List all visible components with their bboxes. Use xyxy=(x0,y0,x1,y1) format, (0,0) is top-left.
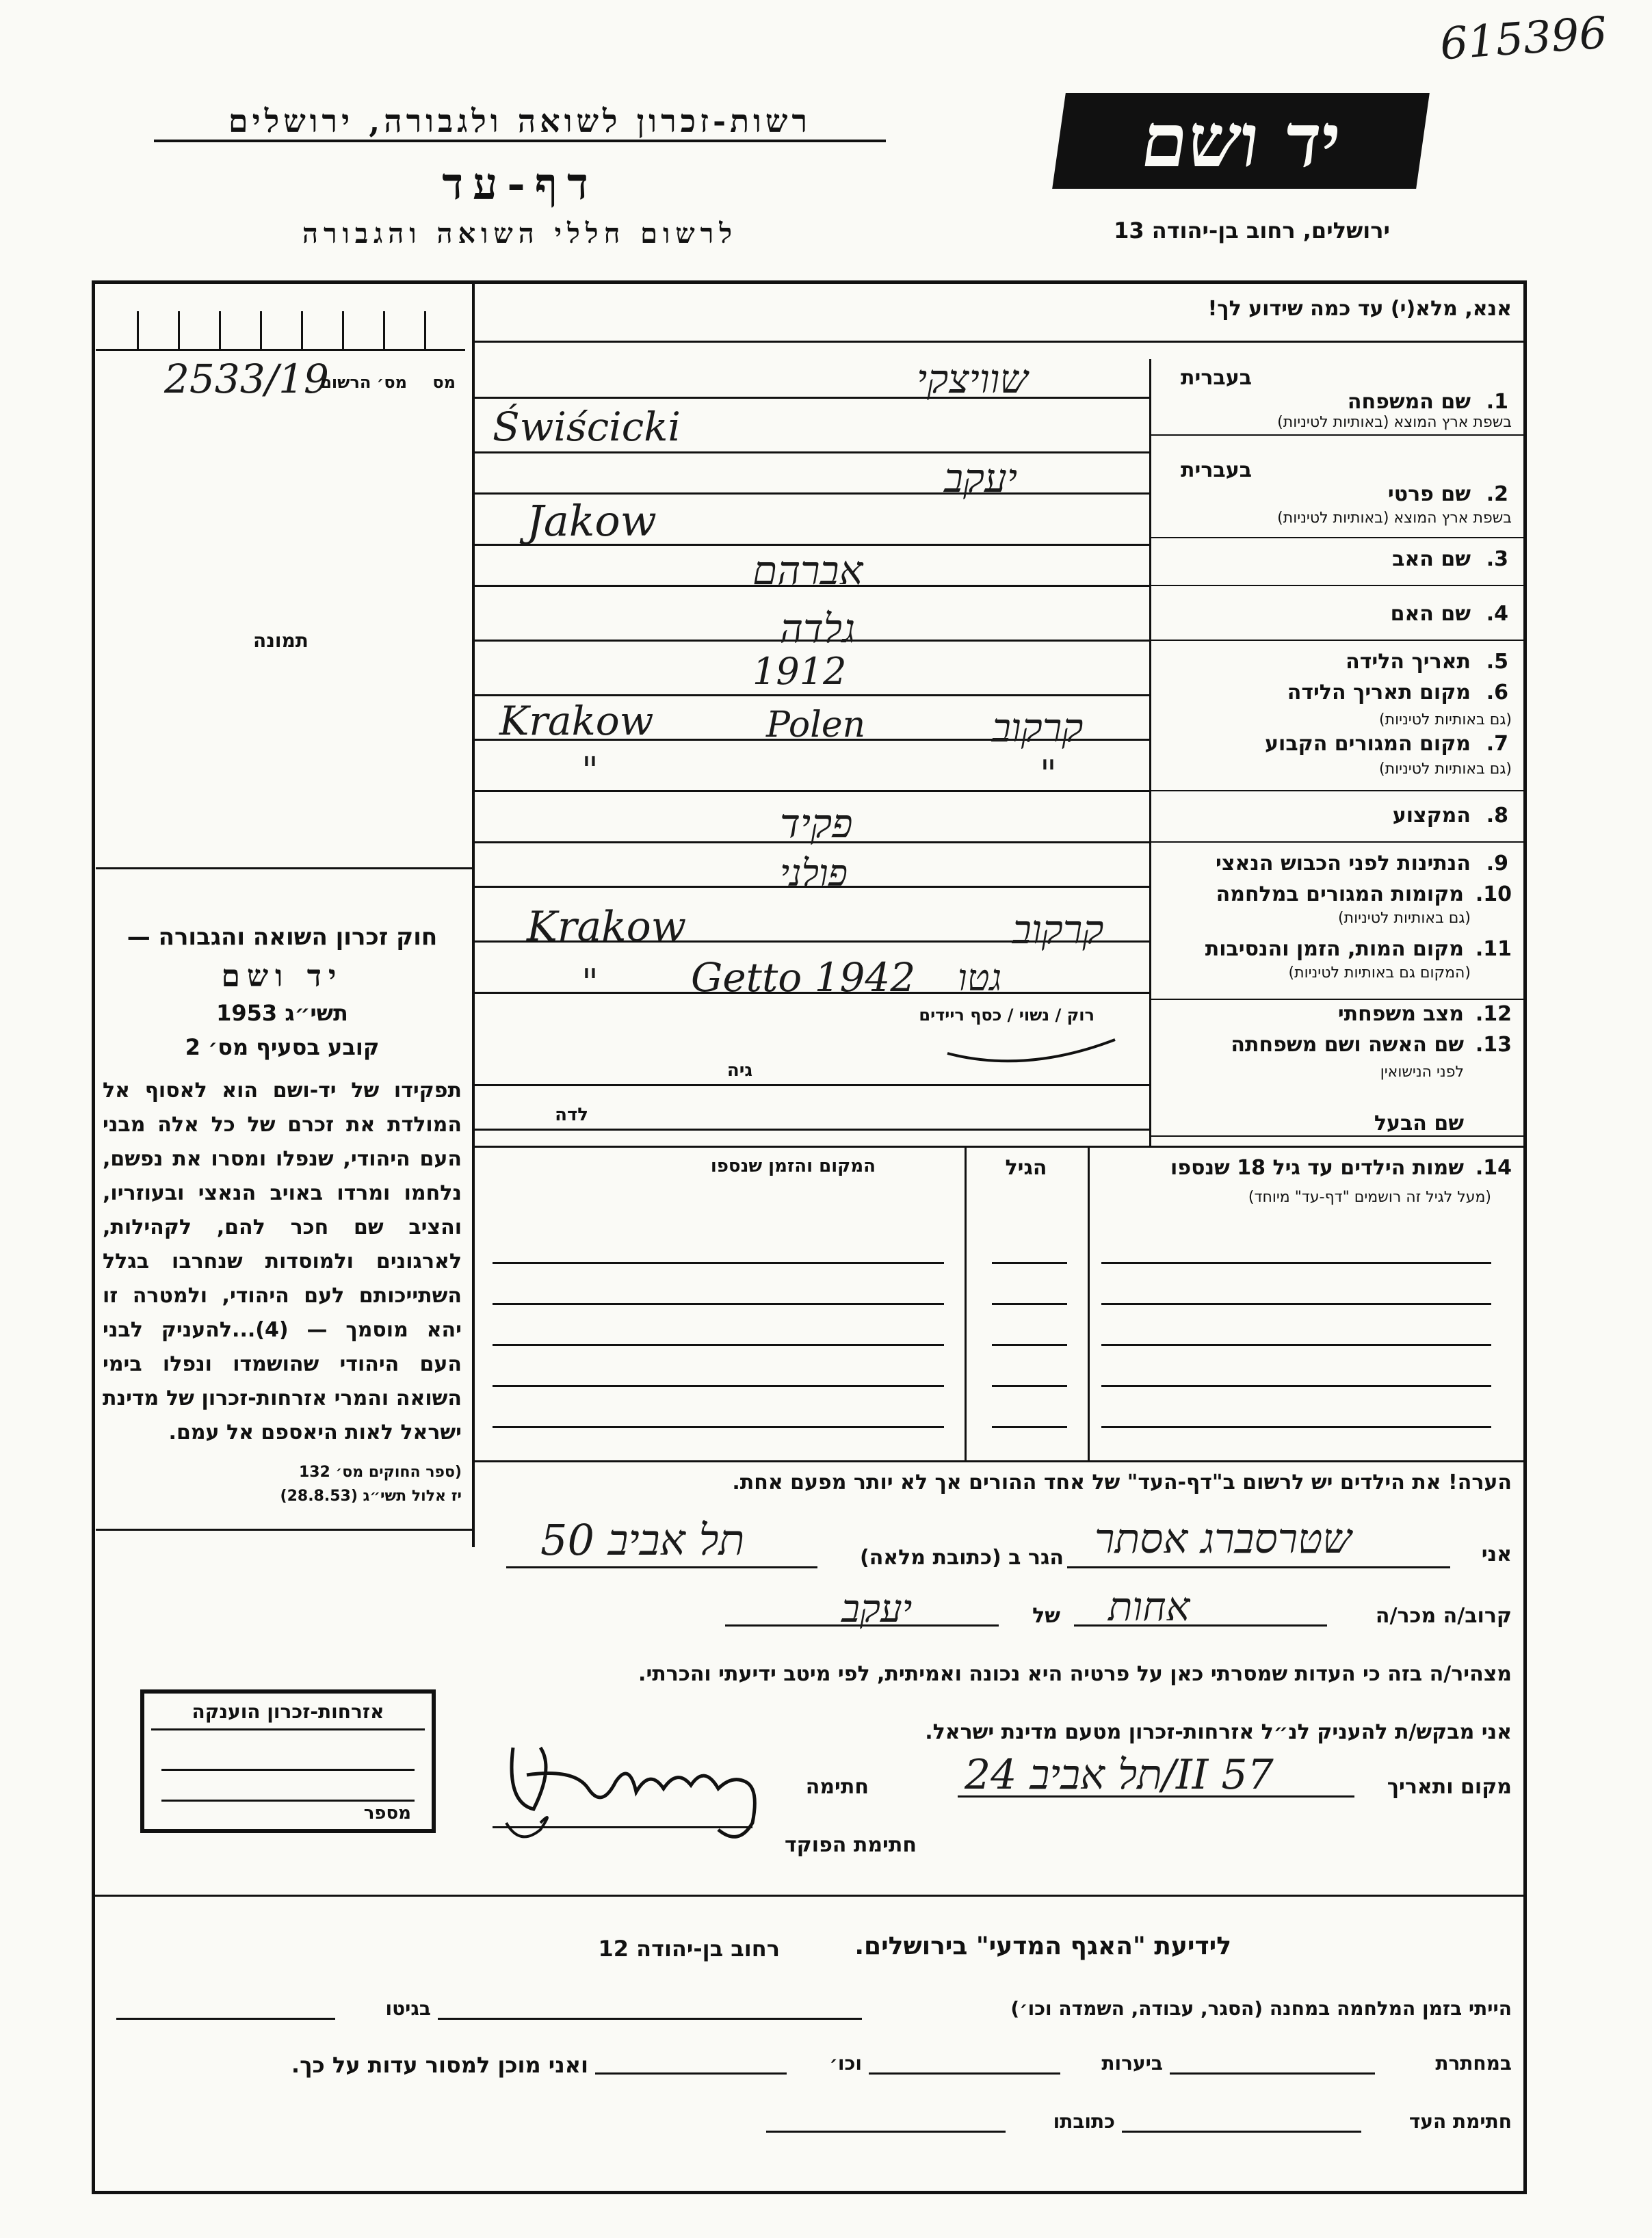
mother-name: גלדה xyxy=(780,605,856,652)
field-1-label: שם המשפחה xyxy=(1347,390,1471,414)
field-2-label: שם פרטי xyxy=(1387,482,1471,506)
field-2-sub: בשפת ארץ המוצא (באותיות לטיניות) xyxy=(1277,510,1512,527)
children-col-age: הגיל xyxy=(1005,1156,1047,1180)
field-5-label: תאריך הלידה xyxy=(1346,650,1471,674)
field-13-num: 13. xyxy=(1475,1033,1512,1057)
footer-underground-label: במחתרת xyxy=(1435,2052,1512,2075)
registration-number-value: 2533/19 xyxy=(164,356,329,402)
relation-value: אחות xyxy=(1108,1583,1190,1630)
family-name-latin: Świścicki xyxy=(493,404,681,450)
officer-signature-label: חתימת הפוקד xyxy=(785,1833,917,1857)
field-11-num: 11. xyxy=(1475,937,1512,961)
children-note: הערה! את הילדים יש לרשום ב"דף-העד" של אחד ההורים אך לא יותר מפעם אחת. xyxy=(732,1471,1512,1495)
field-11-sub: (המקום גם באותיות לטיניות) xyxy=(1288,964,1471,982)
death-place-time: Getto 1942 xyxy=(691,954,916,1001)
law-year: תשי״ג 1953 xyxy=(216,1000,348,1026)
child-row xyxy=(1101,1262,1491,1264)
field-4-label: שם האם xyxy=(1390,602,1471,626)
children-sub: (מעל לגיל זה רושמים "דף-עד" מיוחד) xyxy=(1248,1189,1491,1206)
field-6-label: מקום תאריך הלידה xyxy=(1287,681,1471,705)
death-place-hebrew: גטו xyxy=(958,956,1002,999)
place-date-value: תל אביב 24/II 57 xyxy=(965,1751,1274,1799)
first-name-latin: Jakow xyxy=(527,496,657,546)
field-1-sub: בשפת ארץ המוצא (באותיות לטיניות) xyxy=(1277,414,1512,431)
footer-camp-label: הייתי בזמן המלחמה במחנה (הסגר, עבודה, השמדה וכו׳) xyxy=(1010,1997,1512,2020)
residing-label: הגר ב (כתובת מלאה) xyxy=(859,1546,1064,1570)
field-12-label: מצב משפחתי xyxy=(1337,1002,1464,1026)
husband-label: שם הבעל xyxy=(1374,1111,1464,1135)
signature-label: חתימה xyxy=(805,1775,869,1799)
place-date-label: מקום ותאריך xyxy=(1387,1775,1512,1799)
wartime-place-latin: Krakow xyxy=(527,903,687,951)
child-row xyxy=(1101,1344,1491,1346)
field-12-num: 12. xyxy=(1475,1002,1512,1026)
intro-text: אנא, מלא(י) עד כמה שידוע לך! xyxy=(1207,297,1512,321)
of-label: של xyxy=(1032,1604,1060,1628)
field-5-num: 5. xyxy=(1486,650,1508,674)
archive-number: 615396 xyxy=(1438,8,1609,70)
registration-num-label: מס xyxy=(432,373,456,392)
field-7-num: 7. xyxy=(1486,732,1508,756)
residence-ditto-b: " xyxy=(1040,752,1057,795)
memorial-citizenship-title: אזרחות-זכרון הוענקה xyxy=(151,1700,425,1730)
field-7-sub: (גם באותיות לטיניות) xyxy=(1379,761,1512,778)
memorial-citizenship-box xyxy=(140,1689,436,1833)
declarant-signature xyxy=(493,1727,780,1853)
footer-forest-label: ביערות xyxy=(1101,2052,1163,2075)
footer-notice: לידיעת "האגף המדעי" בירושלים. xyxy=(854,1932,1231,1960)
relative-label: קרוב/ה מכר/ה xyxy=(1375,1604,1512,1628)
marital-options: רוק / נשוי / כסף ריידים xyxy=(919,1005,1094,1025)
witness-signature-label: חתימת העד xyxy=(1408,2110,1512,2133)
field-9-label: הנתינות לפני הכבוש הנאצי xyxy=(1216,852,1471,876)
field-9-num: 9. xyxy=(1486,852,1508,876)
birth-country: Polen xyxy=(766,705,866,746)
field-7-label: מקום המגורים הקבוע xyxy=(1265,732,1471,756)
registration-label: מס׳ הרשום xyxy=(320,373,407,392)
father-name: אברהם xyxy=(752,547,863,594)
wartime-place-hebrew: קרקוב xyxy=(1012,906,1104,953)
death-ditto: " xyxy=(581,961,599,1004)
child-row xyxy=(1101,1426,1491,1428)
hebrew-label-1: בעברית xyxy=(1181,366,1252,390)
field-4-num: 4. xyxy=(1486,602,1508,626)
field-10-num: 10. xyxy=(1475,882,1512,906)
request-text: אני מבקש/ת להעניק לנ״ל אזרחות-זכרון מטעם מדינת ישראל. xyxy=(925,1720,1512,1744)
declarant-i-label: אני xyxy=(1481,1542,1512,1566)
field-2-num: 2. xyxy=(1486,482,1508,506)
field-8-num: 8. xyxy=(1486,804,1508,828)
family-name-hebrew: שוויצקי xyxy=(917,356,1028,402)
law-reference-2: יז אלול תשי״ג (28.8.53) xyxy=(280,1488,462,1505)
logo-address: ירושלים, רחוב בן-יהודה 13 xyxy=(1114,218,1390,243)
footer-testify-label: ואני מוכן למסור עדות על כך. xyxy=(291,2052,588,2078)
birth-place-latin: Krakow xyxy=(499,698,654,744)
of-name: יעקב xyxy=(841,1587,913,1631)
footer-ghetto-label: בגיטו xyxy=(385,1997,431,2020)
birth-place-hebrew: קרקוב xyxy=(992,705,1084,751)
field-10-label: מקומות המגורים במלחמה xyxy=(1216,882,1464,906)
reg-ticks xyxy=(96,311,465,351)
child-row xyxy=(1101,1303,1491,1305)
field-1-num: 1. xyxy=(1486,390,1508,414)
children-num: 14. xyxy=(1475,1156,1512,1180)
first-name-hebrew: יעקב xyxy=(944,455,1018,501)
law-title: חוק זכרון השואה והגבורה — xyxy=(127,923,438,951)
nationality: פולני xyxy=(780,852,848,895)
children-col-place: המקום והזמן שנספו xyxy=(710,1156,876,1176)
footer-notice-address: רחוב בן-יהודה 12 xyxy=(598,1936,780,1962)
children-title: שמות הילדים עד גיל 18 שנספו xyxy=(1170,1156,1464,1180)
form-subtitle: לרשום חללי השואה והגבורה xyxy=(302,218,738,250)
form-title: דף-עד xyxy=(442,159,598,210)
field-11-label: מקום המות, הזמן והנסיבות xyxy=(1205,937,1464,961)
wife-label: גיה xyxy=(726,1060,752,1081)
witness-address-label: כתובתו xyxy=(1053,2110,1115,2133)
marital-status-mark xyxy=(944,1026,1122,1067)
photo-label: תמונה xyxy=(253,629,309,652)
law-text: תפקידו של יד-ושם הוא לאסוף אל המולדת את זכרם של כל אלה מבני העם היהודי, שנפלו ומסרו את נפשם, נלחמו ומרדו באויב הנאצי ובעוזריו, והציב שם חכר להם, לקהילות, לארגונים ולמוסדות שנחרבו בגלל השתייכותם לעם היהודי, ולמטרה זו יהא מוסמך — (4)...להעניק לבני העם היהודי שהושמדו ונפלו בימי השואה והמרי אזרחות-זכרון של מדינת ישראל לאות היאספם אל עמם. xyxy=(103,1079,462,1445)
footer-etc-label: וכו׳ xyxy=(829,2052,862,2075)
hebrew-label-2: בעברית xyxy=(1181,458,1252,482)
field-13-sub: לפני הנישואין xyxy=(1380,1064,1464,1081)
certificate-number-label: מספר xyxy=(363,1803,411,1824)
field-13-label: שם האשה ושם משפחתה xyxy=(1231,1033,1464,1057)
residence-ditto-a: " xyxy=(581,749,599,792)
law-reference-1: (ספר החוקים מס׳ 132 xyxy=(298,1464,462,1481)
law-name: יד ושם xyxy=(221,959,343,994)
birth-date: 1912 xyxy=(752,650,847,693)
born-label: לדה xyxy=(555,1105,588,1125)
profession: פקיד xyxy=(780,800,853,847)
declaration-text: מצהיר/ה בזה כי העדות שמסרתי כאן על פרטיה היא נכונה ואמיתית, לפי מיטב ידיעתי והכרתי. xyxy=(638,1662,1512,1686)
child-row xyxy=(1101,1385,1491,1387)
field-8-label: המקצוע xyxy=(1392,804,1471,828)
field-6-sub: (גם באותיות לטיניות) xyxy=(1379,711,1512,728)
field-6-num: 6. xyxy=(1486,681,1508,705)
left-column-divider xyxy=(472,282,475,1547)
field-3-label: שם האב xyxy=(1392,547,1471,571)
yad-vashem-logo: יד ושם xyxy=(1052,93,1430,189)
declarant-address: תל אביב 50 xyxy=(540,1515,745,1565)
authority-name: רשות-זכרון לשואה ולגבורה, ירושלים xyxy=(154,103,886,142)
declarant-name: שטרסברג אסתר xyxy=(1094,1515,1352,1563)
law-clause: קובע בסעיף מס׳ 2 xyxy=(185,1034,380,1060)
field-3-num: 3. xyxy=(1486,547,1508,571)
field-10-sub: (גם באותיות לטיניות) xyxy=(1338,910,1471,927)
